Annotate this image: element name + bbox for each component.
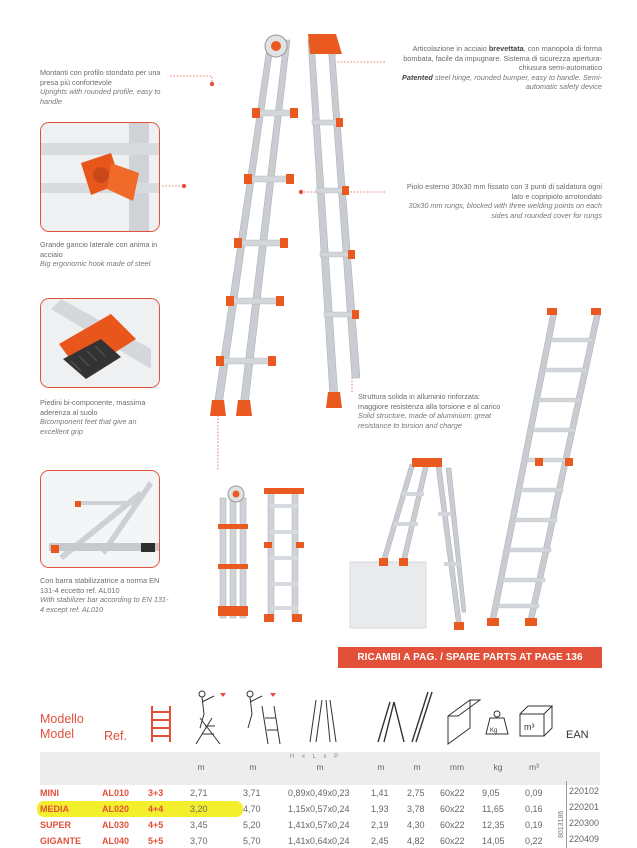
hook-detail-image xyxy=(40,122,160,232)
ean-separator xyxy=(566,781,567,848)
caption-rung xyxy=(398,182,602,220)
unit-label: mm xyxy=(449,762,465,772)
extended-height-icon xyxy=(247,691,280,744)
a-frame-icon xyxy=(378,702,404,742)
ean-value: 220409 xyxy=(569,834,600,844)
straight-ladder-image xyxy=(485,308,605,638)
table-header-ean: EAN xyxy=(566,729,589,741)
folded-ladder-image xyxy=(214,484,258,624)
hook-detail-drawing xyxy=(41,123,160,232)
feet-detail-image xyxy=(40,298,160,388)
caption-hook-en: Big ergonomic hook made of steel xyxy=(40,259,151,268)
unit-label: m xyxy=(377,762,385,772)
stabilizer-detail-drawing xyxy=(41,471,160,568)
table-row: SUPER AL030 4+5 3,45 5,20 1,41x0,57x0,24 2,19 4,30 60x22 12,35 0,19 xyxy=(40,820,543,830)
caption-stabilizer-it: Con barra stabilizzatrice a norma EN 131-4 eccetto ref. AL010 xyxy=(40,576,160,595)
caption-rung-it: Piolo esterno 30x30 mm fissato con 3 punti di saldatura ogni lato e copripiolo arrotondato xyxy=(406,182,602,201)
caption-feet xyxy=(40,398,152,436)
unit-label: m xyxy=(316,762,324,772)
spare-parts-banner: RICAMBI A PAG. / SPARE PARTS AT PAGE 136 xyxy=(338,647,602,668)
table-header-icons xyxy=(0,688,637,748)
profile-section-icon xyxy=(448,700,480,744)
table-row: GIGANTE AL040 5+5 3,70 5,70 1,41x0,64x0,24 2,45 4,82 60x22 14,05 0,22 xyxy=(40,836,543,846)
table-header-model: Modello Model xyxy=(40,712,84,741)
caption-hinge xyxy=(390,44,602,92)
table-row: MEDIA AL020 4+4 3,20 4,70 1,15x0,57x0,24 1,93 3,78 60x22 11,65 0,16 xyxy=(40,804,543,814)
unit-label: kg xyxy=(493,762,503,772)
stairs-ladder-image xyxy=(346,452,466,632)
table-header-ref: Ref. xyxy=(104,729,127,743)
caption-uprights-en: Uprights with rounded profile, easy to handle xyxy=(40,87,161,106)
caption-hook xyxy=(40,240,165,269)
caption-structure-it: Struttura solida in alluminio rinforzata: maggiore resistenza alla torsione e al carico xyxy=(358,392,501,411)
caption-uprights xyxy=(40,68,170,106)
caption-uprights-it: Montanti con profilo stondato per una presa più confortevole xyxy=(40,68,161,87)
working-height-icon xyxy=(196,691,220,744)
height-marker-icon xyxy=(220,693,226,697)
straight-length-icon xyxy=(412,692,432,742)
volume-icon-label: m³ xyxy=(524,722,535,732)
caption-hinge-en: Patented steel hinge, rounded bumper, easy to handle. Semi-automatic safety device xyxy=(402,72,602,91)
caption-stabilizer-en: With stabilizer bar according to EN 131-4 except ref. AL010 xyxy=(40,595,169,614)
unit-label: m³ xyxy=(529,762,539,772)
stabilizer-detail-image xyxy=(40,470,160,568)
caption-rung-en: 30x30 mm rungs, blocked with three welding points on each sides and rounded cover for rungs xyxy=(408,201,602,220)
unit-label: m xyxy=(413,762,421,772)
main-ladder-image xyxy=(160,28,360,418)
weight-icon-label: Kg xyxy=(490,728,498,734)
ean-prefix-code: 8013186 xyxy=(558,810,565,838)
ean-value: 220201 xyxy=(569,802,600,812)
ladder-rungs-icon xyxy=(152,706,170,742)
ean-value: 220102 xyxy=(569,786,600,796)
ean-value: 220300 xyxy=(569,818,600,828)
unit-label: m xyxy=(197,762,205,772)
caption-stabilizer xyxy=(40,576,170,614)
extended-ladder-image xyxy=(262,484,306,624)
caption-structure-en: Solid structure, made of aluminium: great resistance to torsion and charge xyxy=(358,411,492,430)
folded-size-icon xyxy=(310,700,336,742)
feet-detail-drawing xyxy=(41,299,160,388)
caption-feet-it: Piedini bi-componente, massima aderenza al suolo xyxy=(40,398,146,417)
table-row: MINI AL010 3+3 2,71 3,71 0,89x0,49x0,23 1,41 2,75 60x22 9,05 0,09 xyxy=(40,788,543,798)
caption-feet-en: Bicomponent feet that give an excellent grip xyxy=(40,417,137,436)
caption-hinge-it: Articolazione in acciaio brevettata, con manopola di forma bombata, facile da impugnare. Sistema di sicurezza apertura-chiusura semi-automatico xyxy=(403,44,602,72)
dims-hlp-label: H x L x P xyxy=(290,754,342,760)
caption-hook-it: Grande gancio laterale con anima in acciaio xyxy=(40,240,158,259)
unit-label: m xyxy=(249,762,257,772)
